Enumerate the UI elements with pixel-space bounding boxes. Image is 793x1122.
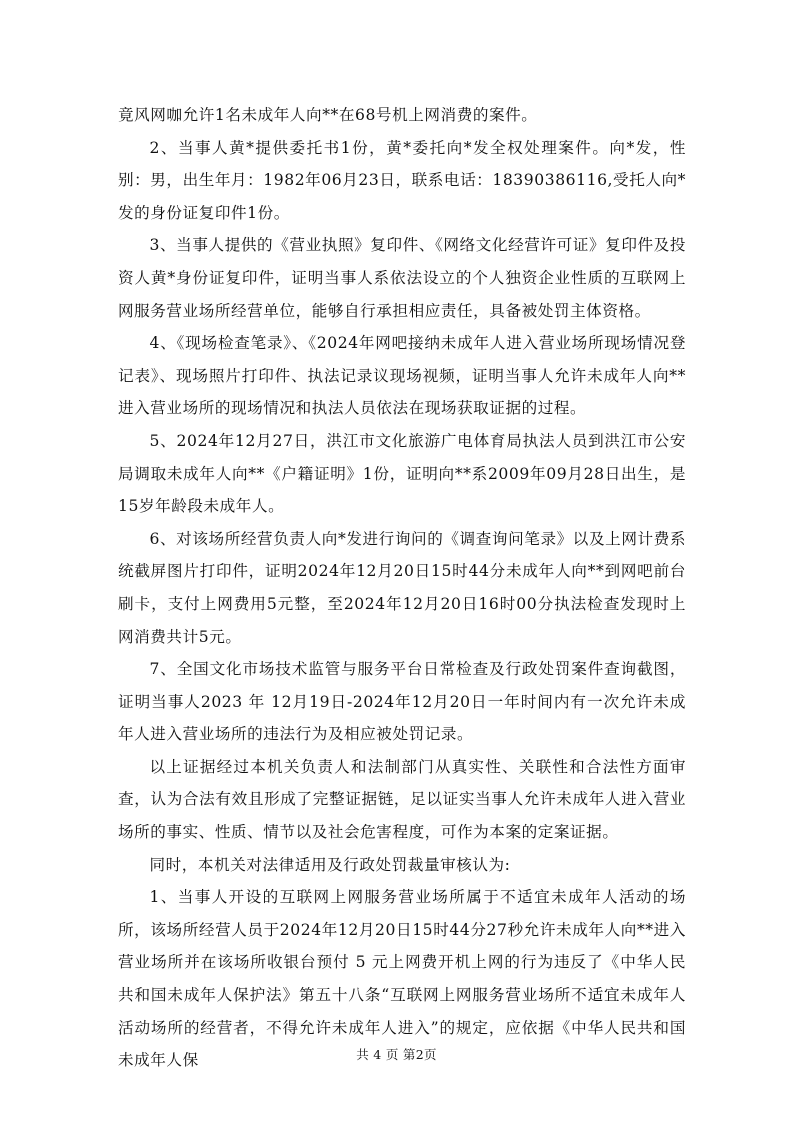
- paragraph-evidence-2: 2、当事人黄*提供委托书1份，黄*委托向*发全权处理案件。向*发，性别：男，出生年月：1982年06月23日，联系电话：18390386116,受托人向*发的身份证复印件1份。: [118, 138, 686, 222]
- paragraph-evidence-4: 4、《现场检查笔录》、《2024年网吧接纳未成年人进入营业场所现场情况登记表》、现场照片打印件、执法记录议现场视频，证明当事人允许未成年人向**进入营业场所的现场情况和执法人员依法在现场获取证据的过程。: [118, 334, 686, 418]
- paragraph-legal-review-1: 1、当事人开设的互联网上网服务营业场所属于不适宜未成年人活动的场所，该场所经营人员于2024年12月20日15时44分27秒允许未成年人向**进入营业场所并在该场所收银台预付 5 元上网费开机上网的行为违反了《中华人民共和国未成年人保护法》第五十八条“互联网上网服务营业场所不适宜未成年人活动场所的经营者，不得允许未成年人进入”的规定，应依据《中华人民共和国未成年人保: [118, 888, 686, 1070]
- paragraph-evidence-review: 以上证据经过本机关负责人和法制部门从真实性、关联性和合法性方面审查，认为合法有效且形成了完整证据链，足以证实当事人允许未成年人进入营业场所的事实、性质、情节以及社会危害程度，可作为本案的定案证据。: [118, 757, 686, 842]
- paragraph-legal-review-intro: 同时，本机关对法律适用及行政处罚裁量审核认为:: [149, 855, 511, 874]
- paragraph-evidence-5: 5、2024年12月27日，洪江市文化旅游广电体育局执法人员到洪江市公安局调取未成年人向**《户籍证明》1份，证明向**系2009年09月28日出生，是15岁年龄段未成年人。: [118, 431, 686, 516]
- page-footer: 共 4 页 第2页: [356, 1047, 437, 1062]
- paragraph-evidence-3: 3、当事人提供的《营业执照》复印件、《网络文化经营许可证》复印件及投资人黄*身份证复印件，证明当事人系依法设立的个人独资企业性质的互联网上网服务营业场所经营单位，能够自行承担相应责任，具备被处罚主体资格。: [118, 236, 686, 320]
- paragraph-case-description: 竟风网咖允许1名未成年人向**在68号机上网消费的案件。: [118, 106, 538, 124]
- paragraph-evidence-7: 7、全国文化市场技术监管与服务平台日常检查及行政处罚案件查询截图，证明当事人2023 年 12月19日-2024年12月20日一年时间内有一次允许未成年人进入营业场所的违法行为及相应被处罚记录。: [118, 660, 686, 744]
- paragraph-evidence-6: 6、对该场所经营负责人向*发进行询问的《调查询问笔录》以及上网计费系统截屏图片打印件，证明2024年12月20日15时44分未成年人向**到网吧前台刷卡，支付上网费用5元整，至2024年12月20日16时00分执法检查发现时上网消费共计5元。: [118, 529, 686, 646]
- document-body: [118, 99, 686, 1077]
